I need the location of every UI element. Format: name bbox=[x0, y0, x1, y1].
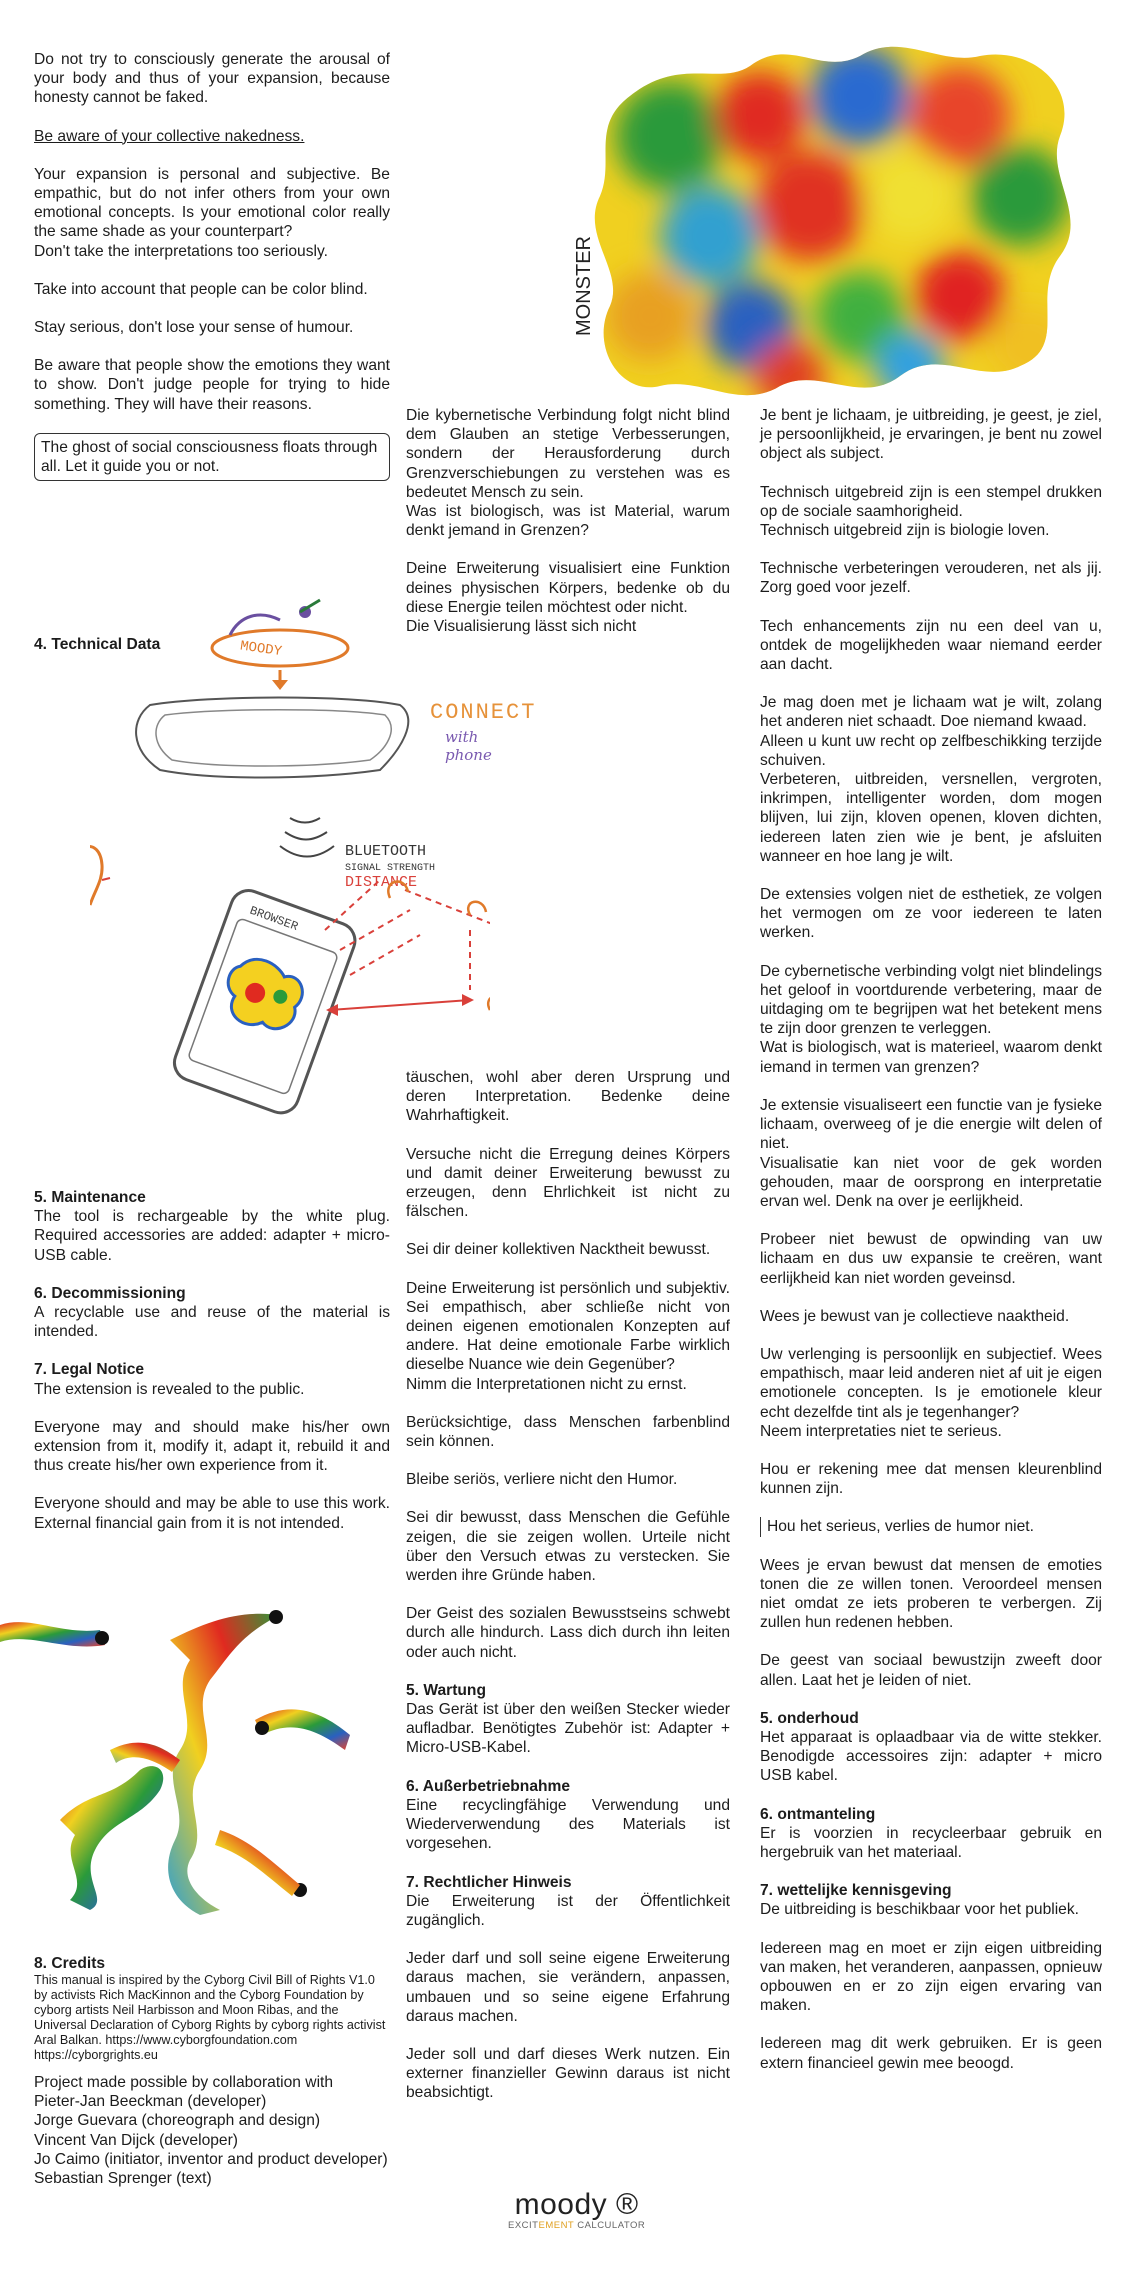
english-paragraph-nakedness: Be aware of your collective nakedness. bbox=[34, 127, 305, 145]
ribbons-illustration bbox=[0, 1600, 360, 1920]
german-paragraph: Sei dir deiner kollektiven Nacktheit bewusst. bbox=[406, 1241, 711, 1259]
dutch-column bbox=[760, 406, 1102, 2092]
tagline-accent: EMENT bbox=[538, 2220, 575, 2231]
legal-notice-section bbox=[34, 1360, 390, 1398]
section-body: The tool is rechargeable by the white plug. Required accessories are added: adapter + micro-USB cable. bbox=[34, 1208, 390, 1264]
english-paragraph: Everyone should and may be able to use this work. External financial gain from it is not intended. bbox=[34, 1495, 390, 1532]
section-heading: 7. wettelijke kennisgeving bbox=[760, 1882, 952, 1900]
rechtlicher-hinweis-section bbox=[406, 1873, 730, 1931]
dutch-paragraph: Hou er rekening mee dat mensen kleurenblind kunnen zijn. bbox=[760, 1460, 1102, 1498]
section-heading: 6. Decommissioning bbox=[34, 1284, 186, 1302]
tagline-post: CALCULATOR bbox=[574, 2220, 646, 2231]
english-paragraph-ghost: The ghost of social consciousness floats through all. Let it guide you or not. bbox=[34, 433, 390, 481]
dutch-paragraph: Tech enhancements zijn nu een deel van u, ontdek de mogelijkheden waar niemand eerder aan dacht. bbox=[760, 617, 1102, 674]
english-paragraph: Do not try to consciously generate the arousal of your body and thus of your expansion, because honesty cannot be faked. bbox=[34, 51, 390, 107]
german-paragraph: Deine Erweiterung visualisiert eine Funktion deines physischen Körpers, bedenke ob du diese Energie teilen möchtest oder nicht. Die Visualisierung lässt sich nicht bbox=[406, 560, 730, 636]
ear-hook-icon bbox=[90, 846, 102, 905]
monster-label: MONSTER bbox=[573, 236, 595, 336]
decommissioning-section bbox=[34, 1284, 390, 1342]
dutch-paragraph: De cybernetische verbinding volgt niet blindelings het geloof in voortdurende verbetering, maar de uitdaging om te begrijpen wat het betekent mens te zijn door grenzen te verleggen. Wat is biologisch, wat is materieel, waarom denkt iemand in termen van grenzen? bbox=[760, 962, 1102, 1076]
dutch-paragraph: Probeer niet bewust de opwinding van uw lichaam en dus uw expansie te creëren, want eerlijkheid kan niet worden geveinsd. bbox=[760, 1231, 1102, 1287]
kennisgeving-section bbox=[760, 1881, 1102, 1919]
german-paragraph: Jeder darf und soll seine eigene Erweiterung daraus machen, sie verändern, anpassen, umbauen und so seine eigene Erfahrung daraus machen. bbox=[406, 1950, 730, 2025]
logo-tagline bbox=[508, 2220, 645, 2231]
dutch-paragraph: Wees je ervan bewust dat mensen de emoties tonen die ze willen tonen. Veroordeel mensen niet omdat ze iets proberen te verbergen. Zij zullen hun redenen hebben. bbox=[760, 1556, 1102, 1632]
section-heading: 6. Außerbetriebnahme bbox=[406, 1777, 571, 1795]
dutch-paragraph: Je extensie visualiseert een functie van je fysieke lichaam, overweeg of je die energie wilt delen of niet. Visualisatie kan niet voor de gek worden gehouden, maar de oorsprong en interpretatie ervan wel. Denk na over je eerlijkheid. bbox=[760, 1096, 1102, 1210]
tagline-pre: EXCIT bbox=[508, 2220, 539, 2231]
german-column bbox=[406, 1068, 730, 2122]
with-phone-label: with phone bbox=[445, 728, 492, 764]
section-body: Het apparaat is oplaadbaar via de witte stekker. Benodigde accessoires zijn: adapter + micro USB kabel. bbox=[760, 1728, 1102, 1785]
ausserbetriebnahme-section bbox=[406, 1777, 730, 1854]
dutch-paragraph: Je mag doen met je lichaam wat je wilt, zolang het anderen niet schaadt. Doe niemand kwaad. Alleen u kunt uw recht op zelfbeschikking terzijde schuiven. Verbeteren, uitbreiden, versnellen, vergroten, inkrimpen, intelligenter worden, dom mogen blijven, lui zijn, kloven openen, kloven dichten, iedereen laten zien wie je bent, je afsluiten wanneer en hoe lang je wilt. bbox=[760, 694, 1102, 865]
dutch-paragraph: Wees je bewust van je collectieve naaktheid. bbox=[760, 1307, 1070, 1325]
logo-brand: moody ® bbox=[514, 2188, 639, 2221]
dutch-paragraph: De extensies volgen niet de esthetiek, ze volgen het vermogen om ze voor iedereen te laten werken. bbox=[760, 886, 1102, 942]
dutch-paragraph: Je bent je lichaam, je uitbreiding, je geest, je ziel, je persoonlijkheid, je ervaringen, je bent nu zowel object als subject. bbox=[760, 407, 1102, 463]
moody-badge-drawing bbox=[212, 600, 348, 690]
phone-drawing bbox=[169, 886, 360, 1118]
english-paragraph: Your expansion is personal and subjective. Be empathic, but do not infer others from your own emotional concepts. Is your emotional color really the same shade as your counterpart? Don't take the interpretations too seriously. bbox=[34, 165, 390, 260]
technical-drawing bbox=[90, 580, 490, 1140]
wartung-section bbox=[406, 1681, 730, 1758]
german-paragraph: Die kybernetische Verbindung folgt nicht blind dem Glauben an stetige Verbesserungen, sondern der Herausforderung durch Grenzverschiebungen zu verstehen was es bedeutet Mensch zu sein. Was ist biologisch, was ist Material, warum denkt jemand in Grenzen? bbox=[406, 407, 730, 540]
english-sections bbox=[34, 1188, 390, 1552]
credits-team: Project made possible by collaboration with Pieter-Jan Beeckman (developer) Jorge Guevara (choreograph and design) Vincent Van Dijck (developer) Jo Caimo (initiator, inventor and product developer) Sebastian Sprenger (text) bbox=[34, 2074, 388, 2188]
section-body: Die Erweiterung ist der Öffentlichkeit zugänglich. bbox=[406, 1892, 730, 1929]
dutch-paragraph: Iedereen mag en moet er zijn eigen uitbreiding van maken, het veranderen, aanpassen, opnieuw opbouwen en er zo zijn eigen ervaring van maken. bbox=[760, 1939, 1102, 2015]
ontmanteling-section bbox=[760, 1805, 1102, 1863]
distance-label: DISTANCE bbox=[345, 874, 418, 891]
section-heading: 7. Legal Notice bbox=[34, 1361, 145, 1379]
section-body: The extension is revealed to the public. bbox=[34, 1380, 305, 1398]
section-body: Er is voorzien in recycleerbaar gebruik en hergebruik van het materiaal. bbox=[760, 1824, 1102, 1861]
signal-strength-label: SIGNAL STRENGTH bbox=[345, 863, 436, 874]
english-paragraph: Be aware that people show the emotions they want to show. Don't judge people for trying to hide something. They will have their reasons. bbox=[34, 357, 390, 413]
section-body: A recyclable use and reuse of the material is intended. bbox=[34, 1304, 390, 1341]
bluetooth-label: BLUETOOTH bbox=[345, 843, 427, 860]
german-paragraph: täuschen, wohl aber deren Ursprung und deren Interpretation. Bedenke deine Wahrhaftigkeit. bbox=[406, 1069, 730, 1125]
technical-data-heading: 4. Technical Data bbox=[34, 636, 161, 653]
dutch-paragraph: De geest van sociaal bewustzijn zweeft door allen. Laat het je leiden of niet. bbox=[760, 1652, 1102, 1689]
section-body: Eine recyclingfähige Verwendung und Wiederverwendung des Materials ist vorgesehen. bbox=[406, 1796, 730, 1853]
section-heading: 5. Maintenance bbox=[34, 1189, 146, 1206]
credits-section bbox=[34, 1955, 390, 2188]
german-paragraph: Versuche nicht die Erregung deines Körpers und damit deiner Erweiterung bewusst zu erzeugen, denn Ehrlichkeit ist nicht zu fälschen. bbox=[406, 1145, 730, 1221]
section-heading: 6. ontmanteling bbox=[760, 1805, 876, 1823]
english-paragraph: Everyone may and should make his/her own extension from it, modify it, adapt it, rebuild it and thus create his/her own experience from it. bbox=[34, 1418, 390, 1475]
dutch-paragraph-humor: Hou het serieus, verlies de humor niet. bbox=[760, 1517, 1102, 1536]
badge-label: MOODY bbox=[238, 638, 283, 661]
monster-blob-illustration bbox=[560, 26, 1120, 426]
browser-label: BROWSER bbox=[247, 903, 300, 935]
moody-logo bbox=[508, 2188, 645, 2231]
german-paragraph: Bleibe seriös, verliere nicht den Humor. bbox=[406, 1471, 678, 1489]
dutch-paragraph: Iedereen mag dit werk gebruiken. Er is geen extern financieel gewin mee beoogd. bbox=[760, 2035, 1102, 2072]
section-body: De uitbreiding is beschikbaar voor het publiek. bbox=[760, 1901, 1079, 1919]
section-heading: 5. onderhoud bbox=[760, 1709, 859, 1727]
english-column bbox=[34, 50, 390, 500]
german-paragraph: Jeder soll und darf dieses Werk nutzen. Ein externer finanzieller Gewinn daraus ist nicht beabsichtigt. bbox=[406, 2045, 730, 2102]
german-paragraph: Deine Erweiterung ist persönlich und subjektiv. Sei empathisch, aber schließe nicht von deinen eigenen emotionalen Konzepten auf andere. Hat deine emotionale Farbe wirklich dieselbe Nuance wie dein Gegenüber? Nimm die Interpretationen nicht zu ernst. bbox=[406, 1279, 730, 1393]
dutch-paragraph: Uw verlenging is persoonlijk en subjectief. Wees empathisch, maar leid anderen niet af uit je eigen emotionele concepten. Is je emotionele kleur echt dezelfde tint als je tegenhanger? Neem interpretaties niet te serieus. bbox=[760, 1345, 1102, 1440]
german-column-top bbox=[406, 406, 730, 655]
credits-text: This manual is inspired by the Cyborg Civil Bill of Rights V1.0 by activists Rich MacKinnon and the Cyborg Foundation by cyborg artists Neil Harbisson and Moon Ribas, and the Universal Declaration of Cyborg Rights by cyborg rights activist Aral Balkan. https://www.cyborgfoundation.com https://cyborgrights.eu bbox=[34, 1973, 386, 2062]
section-body: Das Gerät ist über den weißen Stecker wieder aufladbar. Benötigtes Zubehör ist: Adapter + Micro-USB-Kabel. bbox=[406, 1701, 730, 1757]
german-paragraph: Berücksichtige, dass Menschen farbenblind sein können. bbox=[406, 1413, 730, 1451]
english-paragraph: Stay serious, don't lose your sense of humour. bbox=[34, 319, 354, 337]
onderhoud-section bbox=[760, 1709, 1102, 1786]
maintenance-section bbox=[34, 1188, 390, 1265]
dutch-paragraph: Technisch uitgebreid zijn is een stempel drukken op de sociale saamhorigheid. Technisch uitgebreid zijn is biologie loven. bbox=[760, 483, 1102, 540]
credits-heading: 8. Credits bbox=[34, 1955, 106, 1972]
german-paragraph: Sei dir bewusst, dass Menschen die Gefühle zeigen, die sie zeigen wollen. Urteile nicht über den Versuch etwas zu verstecken. Sie werden ihre Gründe haben. bbox=[406, 1509, 730, 1585]
section-heading: 7. Rechtlicher Hinweis bbox=[406, 1873, 572, 1891]
connect-label: CONNECT bbox=[430, 700, 537, 725]
section-heading: 5. Wartung bbox=[406, 1681, 486, 1699]
dutch-paragraph: Technische verbeteringen verouderen, net als jij. Zorg goed voor jezelf. bbox=[760, 560, 1102, 597]
german-paragraph: Der Geist des sozialen Bewusstseins schwebt durch alle hindurch. Lass dich durch ihn leiten oder auch nicht. bbox=[406, 1605, 730, 1661]
english-paragraph: Take into account that people can be color blind. bbox=[34, 280, 368, 298]
